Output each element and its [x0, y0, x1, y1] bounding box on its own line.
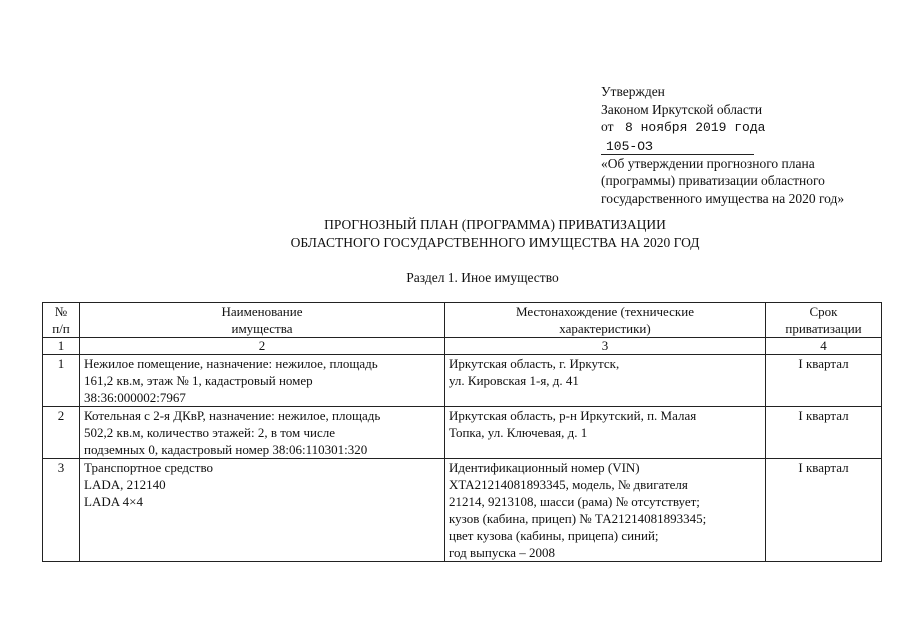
header-cell-name — [80, 303, 445, 338]
approval-name-1: «Об утверждении прогнозного плана — [601, 155, 815, 171]
approval-name-3: государственного имущества на 2020 год» — [601, 190, 845, 206]
document-title-line-1: ПРОГНОЗНЫЙ ПЛАН (ПРОГРАММА) ПРИВАТИЗАЦИИ — [324, 217, 666, 232]
privatization-term: I квартал — [766, 459, 882, 562]
property-name — [80, 459, 445, 562]
privatization-term: I квартал — [766, 355, 882, 407]
header-cell-location — [445, 303, 766, 338]
approval-name-2: (программы) приватизации областного — [601, 173, 825, 188]
property-name — [80, 355, 445, 407]
document-title-line-2: ОБЛАСТНОГО ГОСУДАРСТВЕННОГО ИМУЩЕСТВА НА 2020 ГОД — [290, 235, 700, 250]
header-text: Местонахождение (технические — [516, 304, 694, 319]
column-number: 2 — [80, 338, 445, 355]
property-location — [445, 459, 766, 562]
property-name-line: LADA, 212140 — [84, 477, 166, 492]
property-name-line: подземных 0, кадастровый номер 38:06:110301:320 — [84, 442, 368, 457]
header-cell-term — [766, 303, 882, 338]
location-line: год выпуска – 2008 — [449, 545, 555, 560]
property-name-line: 161,2 кв.м, этаж № 1, кадастровый номер — [84, 373, 313, 388]
section-title: Раздел 1. Иное имущество — [406, 270, 559, 285]
header-text: п/п — [52, 321, 70, 336]
property-location — [445, 407, 766, 459]
column-number: 1 — [43, 338, 80, 355]
column-number: 4 — [766, 338, 882, 355]
property-name-line: 38:36:000002:7967 — [84, 390, 186, 405]
location-line: 21214, 9213108, шасси (рама) № отсутствует; — [449, 494, 700, 509]
location-line: Иркутская область, р-н Иркутский, п. Малая — [449, 408, 697, 423]
table-row — [43, 407, 882, 459]
property-name-line: Транспортное средство — [84, 460, 214, 475]
property-name-line: 502,2 кв.м, количество этажей: 2, в том числе — [84, 425, 335, 440]
row-number: 2 — [43, 407, 80, 459]
column-number-row — [43, 338, 882, 355]
table-row — [43, 355, 882, 407]
row-number: 1 — [43, 355, 80, 407]
header-text: № — [54, 304, 68, 319]
table-header-row — [43, 303, 882, 338]
privatization-term: I квартал — [766, 407, 882, 459]
location-line: ул. Кировская 1-я, д. 41 — [449, 373, 579, 388]
approval-date: 8 ноября 2019 года — [625, 120, 766, 135]
header-text: имущества — [231, 321, 293, 336]
approval-law: Законом Иркутской области — [601, 101, 763, 117]
property-name-line: LADA 4×4 — [84, 494, 143, 509]
location-line: кузов (кабина, прицеп) № ТА21214081893345; — [449, 511, 707, 526]
approval-block — [601, 83, 844, 207]
header-text: Наименование — [221, 304, 303, 319]
location-line: XTA21214081893345, модель, № двигателя — [449, 477, 688, 492]
header-text: Срок — [809, 304, 838, 319]
row-number: 3 — [43, 459, 80, 562]
table-row — [43, 459, 882, 562]
approval-number-line — [601, 137, 844, 155]
location-line: Иркутская область, г. Иркутск, — [449, 356, 620, 371]
approval-title: Утвержден — [601, 84, 665, 99]
property-name-line: Котельная с 2-я ДКвР, назначение: нежилое, площадь — [84, 408, 381, 423]
approval-from-label: от — [601, 119, 614, 134]
property-location — [445, 355, 766, 407]
property-name-line: Нежилое помещение, назначение: нежилое, площадь — [84, 356, 378, 371]
privatization-table — [42, 302, 882, 562]
column-number: 3 — [445, 338, 766, 355]
location-line: Топка, ул. Ключевая, д. 1 — [449, 425, 588, 440]
location-line: Идентификационный номер (VIN) — [449, 460, 640, 475]
header-text: характеристики) — [559, 321, 651, 336]
approval-date-line — [601, 118, 844, 137]
location-line: цвет кузова (кабины, прицепа) синий; — [449, 528, 659, 543]
property-name — [80, 407, 445, 459]
header-text: приватизации — [785, 321, 862, 336]
header-cell-number — [43, 303, 80, 338]
approval-number: 105-ОЗ — [601, 140, 754, 155]
